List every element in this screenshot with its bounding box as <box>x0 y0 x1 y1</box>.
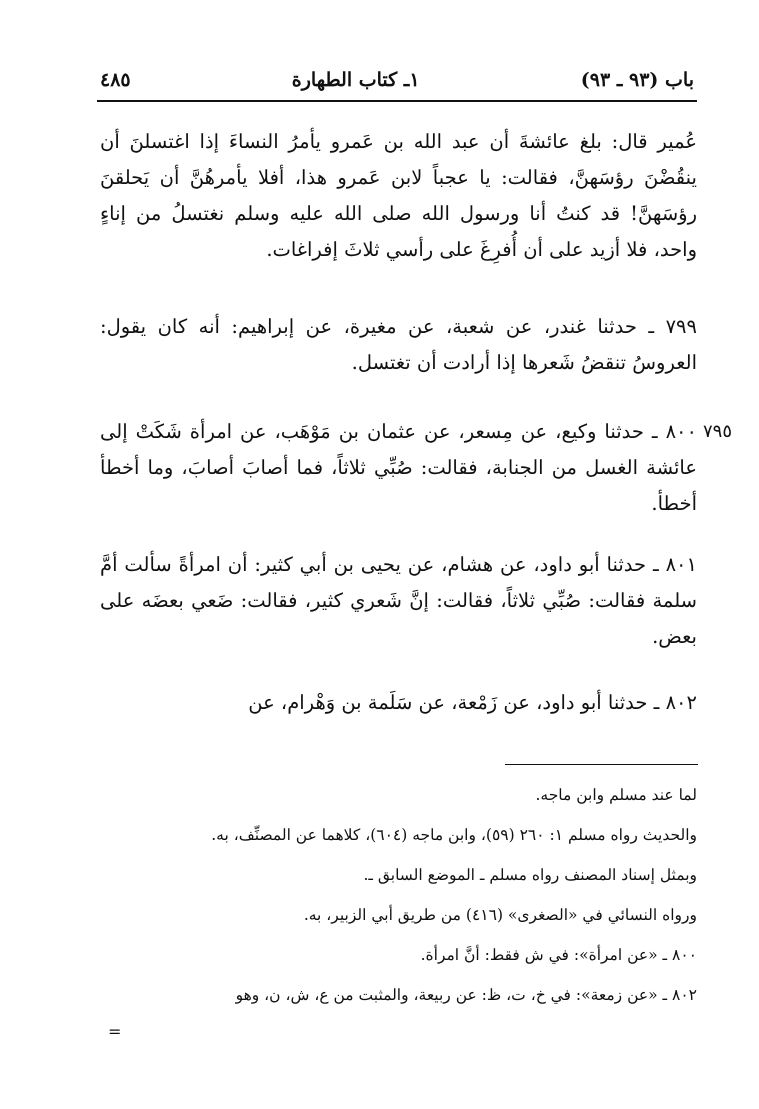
footnotes <box>100 775 697 1015</box>
hadith-800 <box>100 414 697 522</box>
page-header <box>100 62 694 98</box>
continuation-mark: = <box>108 1022 122 1041</box>
footnote-line: وبمثل إسناد المصنف رواه مسلم ـ الموضع السابق ـ. <box>363 866 697 884</box>
hadith-802 <box>100 685 697 721</box>
paragraph-continuation <box>100 124 697 268</box>
paragraph-text: ٨٠٠ ـ حدثنا وكيع، عن مِسعر، عن عثمان بن مَوْهَب، عن امرأة شَكَتْ إلى عائشة الغسل من الجنابة، فقالت: صُبِّي ثلاثاً، فما أصابَ أصابَ، وما أخطأ أخطأ. <box>100 420 697 515</box>
footnote-line: ٨٠٠ ـ «عن امرأة»: في ش فقط: أنَّ امرأة. <box>420 946 697 964</box>
footnote-line: لما عند مسلم وابن ماجه. <box>535 786 697 804</box>
margin-reference-number: ٧٩٥ <box>702 421 732 442</box>
header-divider <box>97 100 697 102</box>
paragraph-text: ٧٩٩ ـ حدثنا غندر، عن شعبة، عن مغيرة، عن إبراهيم: أنه كان يقول: العروسُ تنقضُ شَعرها إذا أرادت أن تغتسل. <box>100 315 697 374</box>
footnote-divider <box>505 764 698 765</box>
chapter-heading: باب (٩٣ ـ ٩٣) <box>580 69 694 91</box>
footnote-line: والحديث رواه مسلم ١: ٢٦٠ (٥٩)، وابن ماجه (٦٠٤)، كلاهما عن المصنِّف، به. <box>211 826 697 844</box>
paragraph-text: ٨٠١ ـ حدثنا أبو داود، عن هشام، عن يحيى بن أبي كثير: أن امرأةً سألت أمَّ سلمة فقالت: صُبِّي ثلاثاً، فقالت: إنَّ شَعري كثير، فقالت: ضَعي بعضَه على بعض. <box>100 553 697 648</box>
hadith-801 <box>100 547 697 655</box>
hadith-799 <box>100 309 697 381</box>
paragraph-text: عُمير قال: بلغ عائشةَ أن عبد الله بن عَمرو يأمرُ النساءَ إذا اغتسلنَ أن ينقُضْنَ رؤسَهنَّ، فقالت: يا عجباً لابن عَمرو هذا، أفلا يأمرهُنَّ أن يَحلقنَ رؤسَهنَّ! قد كنتُ أنا ورسول الله صلى الله عليه وسلم نغتسلُ من إناءٍ واحد، فلا أزيد على أن أُفرِغَ على رأسي ثلاثَ إفراغات. <box>100 130 697 261</box>
paragraph-text: ٨٠٢ ـ حدثنا أبو داود، عن زَمْعة، عن سَلَمة بن وَهْرام، عن <box>248 691 697 714</box>
book-title: ١ـ كتاب الطهارة <box>291 69 420 91</box>
footnote-line: ٨٠٢ ـ «عن زمعة»: في خ، ت، ظ: عن ربيعة، والمثبت من ع، ش، ن، وهو <box>235 986 697 1004</box>
page-number: ٤٨٥ <box>100 69 131 91</box>
footnote-line: ورواه النسائي في «الصغرى» (٤١٦) من طريق أبي الزبير، به. <box>303 906 697 924</box>
